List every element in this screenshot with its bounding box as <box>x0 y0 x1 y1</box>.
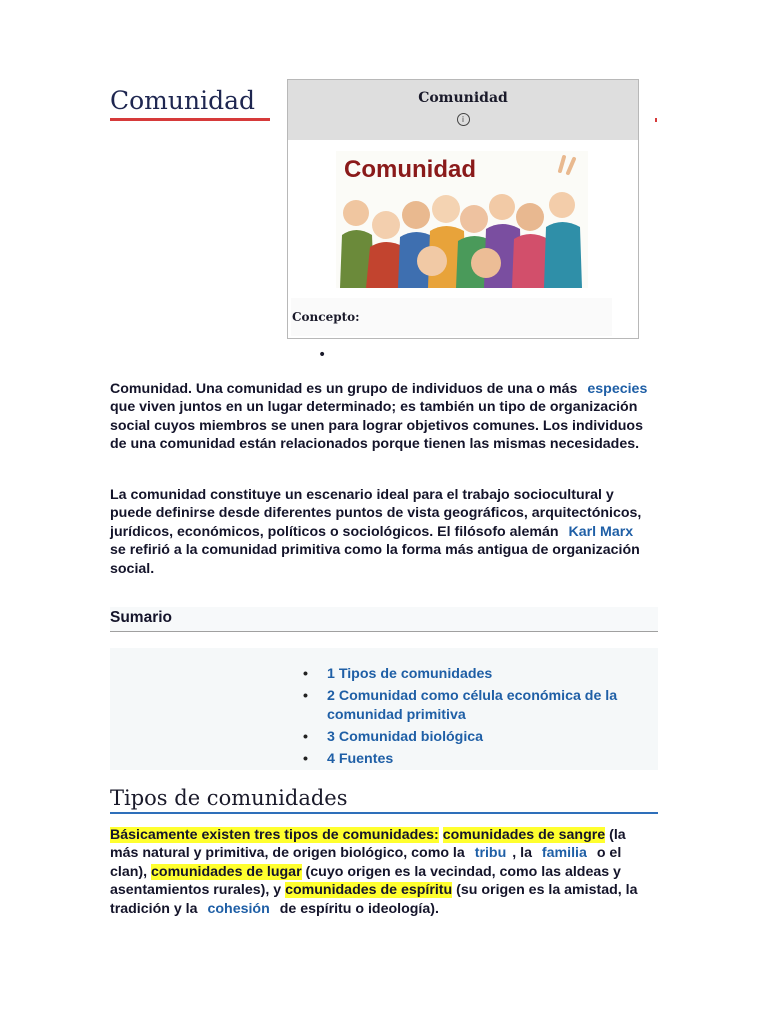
toc-item-3[interactable]: • 3 Comunidad biológica <box>303 728 658 747</box>
empty-bullet: • <box>318 347 327 363</box>
toc-list <box>303 665 658 772</box>
link-tribu[interactable]: tribu <box>474 845 507 862</box>
text-segment: Comunidad. Una comunidad es un grupo de individuos de una o más <box>110 381 578 397</box>
section-heading-rule <box>110 812 658 814</box>
link-cohesion[interactable]: cohesión <box>207 900 270 917</box>
section-paragraph <box>110 826 655 918</box>
section-heading: Tipos de comunidades <box>110 786 348 810</box>
text-segment: se refirió a la comunidad primitiva como la forma más antigua de organización social. <box>110 542 640 577</box>
text-segment: o el clan), <box>110 845 622 880</box>
text-segment: de espíritu o ideología). <box>279 900 439 917</box>
toc-heading-bar <box>110 607 658 632</box>
decorative-mark <box>655 118 657 122</box>
text-segment: que viven juntos en un lugar determinado; es también un tipo de organización social cuyos miembros se unen para lograr objetivos comunes. Los individuos de una comunidad están relacionados porque tienen las mismas necesidades. <box>110 399 643 453</box>
link-familia[interactable]: familia <box>541 845 587 862</box>
highlighted-text: comunidades de espíritu <box>285 882 453 899</box>
highlighted-text: comunidades de lugar <box>151 863 302 880</box>
infobox <box>287 79 639 339</box>
infobox-header <box>288 80 638 140</box>
intro-paragraph-1 <box>110 380 655 454</box>
toc-item-1[interactable]: • 1 Tipos de comunidades <box>303 665 658 684</box>
text-segment: (su origen es la amistad, la tradición y la <box>110 882 638 917</box>
concept-label: Concepto: <box>291 298 612 336</box>
highlighted-text: comunidades de sangre <box>442 827 606 843</box>
page-title: Comunidad <box>110 86 255 115</box>
toc-item-4[interactable]: • 4 Fuentes <box>303 750 658 769</box>
toc-item-2[interactable]: • 2 Comunidad como célula económica de la comunidad primitiva <box>303 687 658 725</box>
text-segment: La comunidad constituye un escenario ideal para el trabajo sociocultural y puede definirse desde diferentes puntos de vista geográficos, arquitectónicos, jurídicos, económicos, políticos o sociológicos. El filósofo alemán <box>110 487 642 540</box>
community-illustration[interactable] <box>336 151 588 288</box>
text-segment: (cuyo origen es la vecindad, como las aldeas y asentamientos rurales), y <box>110 863 621 899</box>
title-underline <box>110 118 270 121</box>
text-segment: (la más natural y primitiva, de origen biológico, como la <box>110 827 626 862</box>
highlighted-text: Básicamente existen tres tipos de comunidades: <box>110 827 439 843</box>
info-icon[interactable]: i <box>457 113 470 126</box>
toc-heading: Sumario <box>110 609 173 626</box>
link-especies[interactable]: especies <box>587 381 648 397</box>
link-karl-marx[interactable]: Karl Marx <box>568 523 634 540</box>
illustration-title: Comunidad <box>344 156 476 183</box>
text-segment: , la <box>512 845 532 862</box>
intro-paragraph-2 <box>110 486 655 578</box>
infobox-title: Comunidad <box>418 90 508 106</box>
